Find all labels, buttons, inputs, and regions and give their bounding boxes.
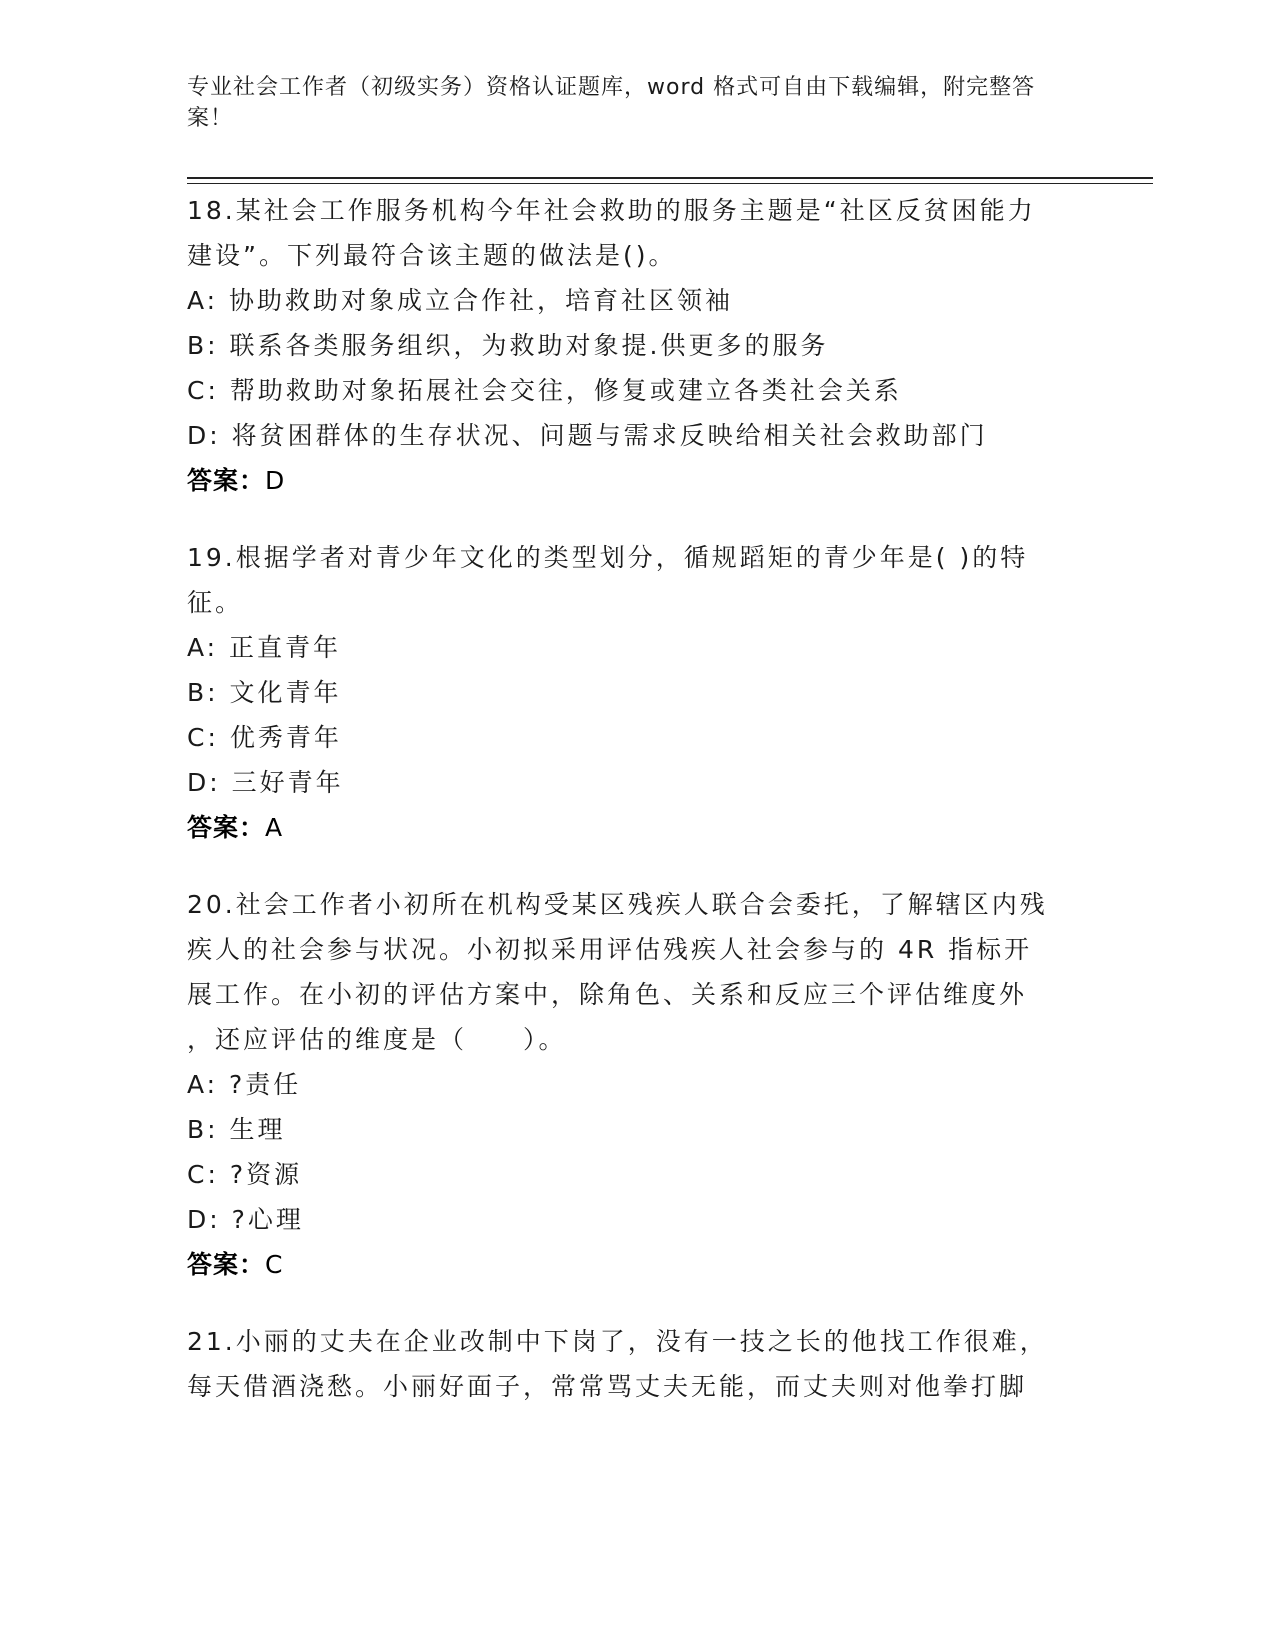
- answer-value: A: [265, 813, 284, 842]
- question-stem-line: 建设”。下列最符合该主题的做法是()。: [187, 241, 677, 270]
- header-rule-thick: [187, 177, 1153, 179]
- answer-line: [187, 458, 1087, 503]
- option-d: D: ?心理: [187, 1205, 304, 1234]
- answer-line: [187, 1242, 1087, 1287]
- document-header: 专业社会工作者（初级实务）资格认证题库，word 格式可自由下载编辑，附完整答案！: [187, 75, 1036, 131]
- option-d: D: 三好青年: [187, 768, 344, 797]
- option-b: B: 文化青年: [187, 678, 342, 707]
- question-stem-line: 每天借酒浇愁。小丽好面子，常常骂丈夫无能，而丈夫则对他拳打脚: [187, 1372, 1028, 1401]
- option-c: C: 优秀青年: [187, 723, 342, 752]
- answer-label: 答案：: [187, 813, 266, 842]
- question-stem-line: 征。: [187, 588, 244, 617]
- option-a: A: 协助救助对象成立合作社，培育社区领袖: [187, 286, 734, 315]
- option-b: B: 联系各类服务组织，为救助对象提.供更多的服务: [187, 331, 829, 360]
- answer-label: 答案：: [187, 466, 266, 495]
- question-stem-line: 19.根据学者对青少年文化的类型划分，循规蹈矩的青少年是( )的特: [187, 543, 1029, 572]
- question-stem-line: 疾人的社会参与状况。小初拟采用评估残疾人社会参与的 4R 指标开: [187, 935, 1033, 964]
- question-stem-line: ，还应评估的维度是（ ）。: [187, 1025, 567, 1054]
- question-21: [187, 1319, 1087, 1409]
- question-stem-line: 21.小丽的丈夫在企业改制中下岗了，没有一技之长的他找工作很难，: [187, 1327, 1048, 1356]
- option-c: C: 帮助救助对象拓展社会交往，修复或建立各类社会关系: [187, 376, 902, 405]
- question-20: [187, 882, 1087, 1287]
- option-a: A: ?责任: [187, 1070, 302, 1099]
- answer-value: D: [265, 466, 286, 495]
- question-stem-line: 20.社会工作者小初所在机构受某区残疾人联合会委托，了解辖区内残: [187, 890, 1048, 919]
- option-d: D: 将贫困群体的生存状况、问题与需求反映给相关社会救助部门: [187, 421, 988, 450]
- answer-value: C: [265, 1250, 284, 1279]
- question-19: [187, 535, 1087, 850]
- answer-line: [187, 805, 1087, 850]
- question-list: [187, 188, 1087, 1441]
- question-stem-line: 展工作。在小初的评估方案中，除角色、关系和反应三个评估维度外: [187, 980, 1028, 1009]
- header-rule-thin: [187, 183, 1153, 184]
- option-b: B: 生理: [187, 1115, 286, 1144]
- question-stem-line: 18.某社会工作服务机构今年社会救助的服务主题是“社区反贫困能力: [187, 196, 1036, 225]
- option-a: A: 正直青年: [187, 633, 342, 662]
- option-c: C: ?资源: [187, 1160, 303, 1189]
- answer-label: 答案：: [187, 1250, 266, 1279]
- question-18: [187, 188, 1087, 503]
